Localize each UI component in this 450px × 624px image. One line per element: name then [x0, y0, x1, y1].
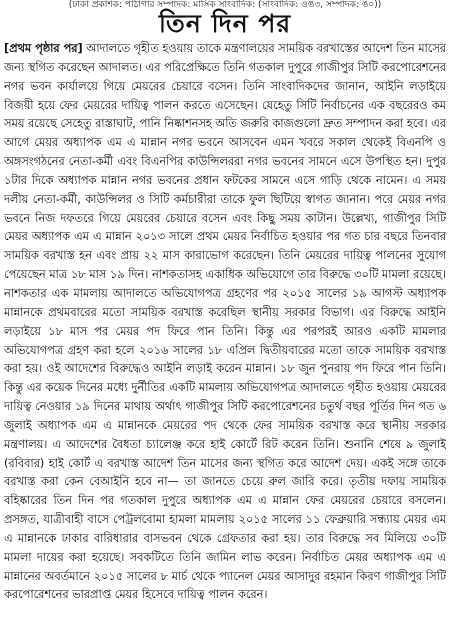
- continuation-label: [প্রথম পৃষ্ঠার পর]: [4, 42, 83, 55]
- article-body-text: আদালতে গৃহীত হওয়ায় তাকে মন্ত্রণালয়ের সাময়িক বরখাস্তের আদেশ তিন মাসের জন্য স্থগিত করেছেন আদালত। এর পরিপ্রেক্ষিতে তিনি গতকাল দুপুরে গাজীপুর সিটি করপোরেশনের নগর ভবন কার্যালয়ে গিয়ে মেয়রের চেয়ারে বসেন। তিনি সাংবাদিকদের জানান, আইনি লড়াইয়ে বিজয়ী হয়ে ফের মেয়রের দায়িত্ব পালন করতে এসেছেন। যেহেতু সিটি নির্বাচনের এক বছরেরও কম সময় রয়েছে সেহেতু রাস্তাঘাট, পানি নিষ্কাশনসহ অতি জরুরি কাজগুলো দ্রুত সম্পাদন করা হবে। এর আগে মেয়র অধ্যাপক এম এ মান্নান নগর ভবনে আসবেন এমন খবরে সকাল থেকেই বিএনপি ও অঙ্গসংগঠনের নেতা-কর্মী এবং বিএনপির কাউন্সিলররা নগর ভবনের সামনে এসে উপস্থিত হন। দুপুর ১টার দিকে অধ্যাপক মান্নান নগর ভবনের প্রধান ফটকের সামনে এসে গাড়ি থেকে নামেন। এ সময় দলীয় নেতা-কর্মী, কাউন্সিলর ও সিটি কর্মচারীরা তাকে ফুল ছিটিয়ে স্বাগত জানান। পরে মেয়র নগর ভবনে নিজ দফতরে গিয়ে মেয়রের চেয়ারে বসেন এবং কিছু সময় কাটান। উল্লেখ্য, গাজীপুর সিটি মেয়র অধ্যাপক এম এ মান্নান ২০১৩ সালে প্রথম মেয়র নির্বাচিত হওয়ার পর গত চার বছরে তিনবার সাময়িক বরখাস্ত হন এবং প্রায় ২২ মাস কারাভোগ করেছেন। তিনি মেয়রের দায়িত্ব পালনের সুযোগ পেয়েছেন মাত্র ১৮ মাস ১৯ দিন। নাশকতাসহ একাধিক অভিযোগে তার বিরুদ্ধে ৩০টি মামলা রয়েছে। নাশকতার এক মামলায় আদালতে অভিযোগপত্র গ্রহণের পর ২০১৫ সালের ১৯ আগস্ট অধ্যাপক মান্নানকে প্রথমবারের মতো সাময়িক বরখাস্ত করেছিল স্থানীয় সরকার বিভাগ। এর বিরুদ্ধে আইনি লড়াইয়ে ১৮ মাস পর মেয়র পদ ফিরে পান তিনি। কিন্তু এর পরপরই আরও একটি মামলার অভিযোগপত্র গ্রহণ করা হলে ২০১৬ সালের ১৮ এপ্রিল দ্বিতীয়বারের মতো তাকে সাময়িক বরখাস্ত করা হয়। ওই আদেশের বিরুদ্ধেও আইনি লড়াই করেন মান্নান। ১৮ জুন পুনরায় পদ ফিরে পান তিনি। কিন্তু এর কয়েক দিনের মধ্যে দুর্নীতির একটি মামলায় অভিযোগপত্র আদালতে গৃহীত হওয়ায় মেয়রের দায়িত্ব নেওয়ার ১৯ দিনের মাথায় অর্থাৎ গাজীপুর সিটি করপোরেশনের চতুর্থ বছর পূর্তির দিন গত ৬ জুলাই অধ্যাপক এম এ মান্নানকে মেয়রের পদ থেকে ফের সাময়িক বরখাস্ত করে স্থানীয় সরকার মন্ত্রণালয়। এ আদেশের বৈধতা চ্যালেঞ্জ করে হাই কোর্টে রিট করেন তিনি। শুনানি শেষে ৯ জুলাই (রবিবার) হাই কোর্ট এ বরখাস্ত আদেশ তিন মাসের জন্য স্থগিত করে আদেশ দেয়। একই সঙ্গে তাকে বরখাস্ত করা কেন বেআইনি হবে না— তা জানতে চেয়ে রুল জারি করে। তৃতীয় দফায় সাময়িক বহিষ্কারের তিন দিন পর গতকাল দুপুরে অধ্যাপক এম এ মান্নান ফের মেয়রের চেয়ারে বসলেন। প্রসঙ্গত, যাত্রীবাহী বাসে পেট্রলবোমা হামলা মামলায় ২০১৫ সালের ১১ ফেব্রুয়ারি সন্ধ্যায় মেয়র এম এ মান্নানকে ঢাকার বারিধারার বাসভবন থেকে গ্রেফতার করা হয়। তার বিরুদ্ধে সব মিলিয়ে ৩০টি মামলা দায়ের করা হয়েছে। সবকটিতে তিনি জামিন লাভ করেন। নির্বাচিত মেয়র অধ্যাপক এম এ মান্নানের অবর্তমানে ২০১৫ সালের ৮ মার্চ থেকে প্যানেল মেয়র আসাদুর রহমান কিরণ গাজীপুর সিটি করপোরেশনের ভারপ্রাপ্ত মেয়র হিসেবে দায়িত্ব পালন করেন।: [4, 42, 446, 602]
- article-headline: তিন দিন পর: [158, 9, 292, 38]
- top-header-strip: (ঢাকা প্রকাশক: পাঠাগার সম্পাদক: মাসিক সাংবাদিক: (সাংবাদিক: ওঙ৩, সম্পাদক: ঙ০)): [68, 0, 382, 10]
- article-body: [4, 40, 446, 622]
